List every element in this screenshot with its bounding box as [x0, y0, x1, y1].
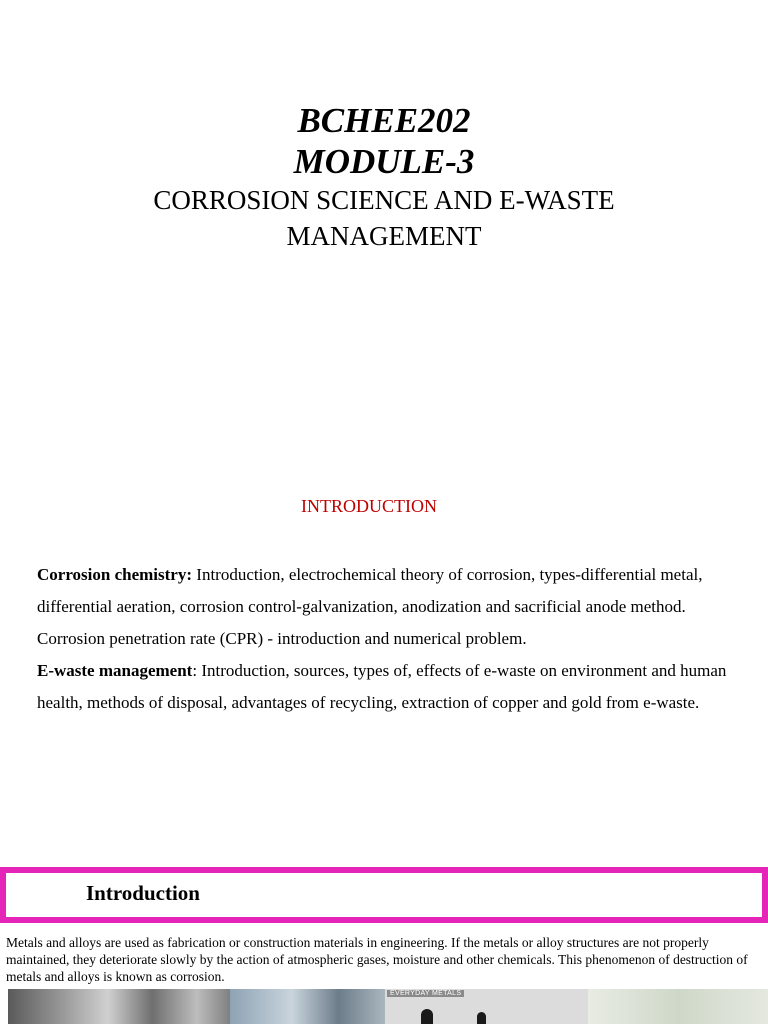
course-code: BCHEE202 [297, 101, 471, 140]
ewaste-management-label: E-waste management [37, 661, 193, 680]
introduction-slide-title: Introduction [86, 881, 200, 905]
syllabus-text [37, 559, 737, 719]
structure-photo [230, 989, 385, 1024]
subtitle-line-2: MANAGEMENT [286, 221, 482, 251]
landscape-photo [588, 989, 768, 1024]
subtitle-line-1: CORROSION SCIENCE AND E-WASTE [153, 185, 615, 215]
introduction-heading: INTRODUCTION [301, 496, 437, 516]
module-number: MODULE-3 [293, 142, 475, 181]
photo-strip [8, 989, 768, 1024]
title-block [0, 100, 768, 254]
introduction-paragraph: Metals and alloys are used as fabrication or construction materials in engineering. If the metals or alloy structures are not properly maintained, they deteriorate slowly by the action of atmospheric gases, moisture and other chemicals. This phenomenon of destruction of metals and alloys is known as corrosion. [6, 935, 748, 984]
everyday-metals-photo [385, 989, 588, 1024]
metal-object-silhouette [477, 1012, 486, 1024]
everyday-metals-tag: EVERYDAY METALS [387, 990, 464, 997]
metal-object-silhouette [421, 1009, 433, 1024]
corrosion-chemistry-text: Introduction, electrochemical theory of corrosion, types-differential metal, differential aeration, corrosion control-galvanization, anodization and sacrificial anode method. Corrosion penetration rate (CPR) - introduction and numerical problem. [37, 565, 703, 648]
gears-photo [8, 989, 230, 1024]
corrosion-chemistry-label: Corrosion chemistry: [37, 565, 193, 584]
ewaste-management-text: : Introduction, sources, types of, effects of e-waste on environment and human health, methods of disposal, advantages of recycling, extraction of copper and gold from e-waste. [37, 661, 727, 712]
introduction-title-box [0, 867, 768, 923]
module-subtitle [0, 182, 768, 254]
